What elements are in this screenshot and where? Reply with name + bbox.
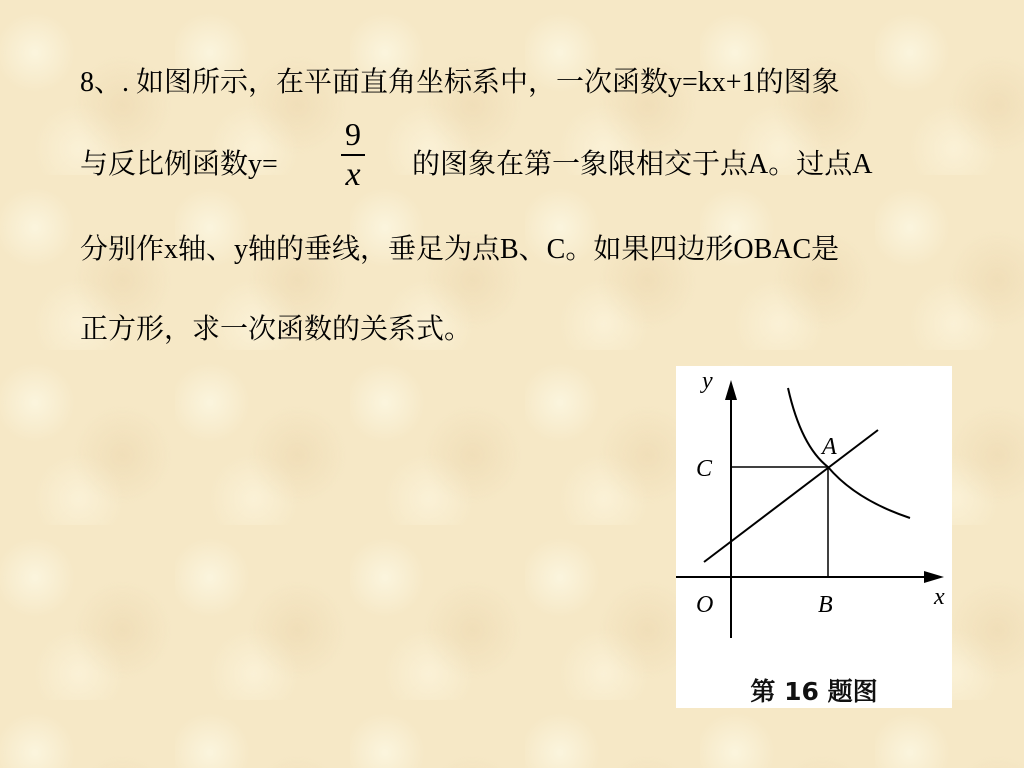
problem-line-4: 正方形，求一次函数的关系式。	[80, 314, 473, 345]
figure-caption: 第 16 题图	[750, 677, 878, 706]
fraction-9-over-x	[338, 116, 368, 192]
problem-line-2: 与反比例函数y=	[80, 149, 278, 180]
geometry-figure	[676, 366, 952, 708]
y-axis-label: y	[702, 368, 713, 394]
point-b-label: B	[818, 592, 833, 618]
x-axis-label: x	[934, 584, 945, 610]
y-axis-arrow	[725, 380, 737, 400]
figure-svg	[676, 366, 952, 666]
fraction-denominator: x	[345, 156, 361, 193]
problem-line-1: 8、. 如图所示，在平面直角坐标系中，一次函数y=kx+1的图象	[80, 67, 840, 98]
problem-line-2-after: 的图象在第一象限相交于点A。过点A	[412, 149, 873, 180]
point-a-label: A	[822, 434, 837, 460]
point-c-label: C	[696, 456, 713, 482]
x-axis-arrow	[924, 571, 944, 583]
fraction-numerator: 9	[345, 116, 361, 152]
origin-label: O	[696, 592, 714, 618]
problem-line-3: 分别作x轴、y轴的垂线，垂足为点B、C。如果四边形OBAC是	[80, 234, 840, 265]
